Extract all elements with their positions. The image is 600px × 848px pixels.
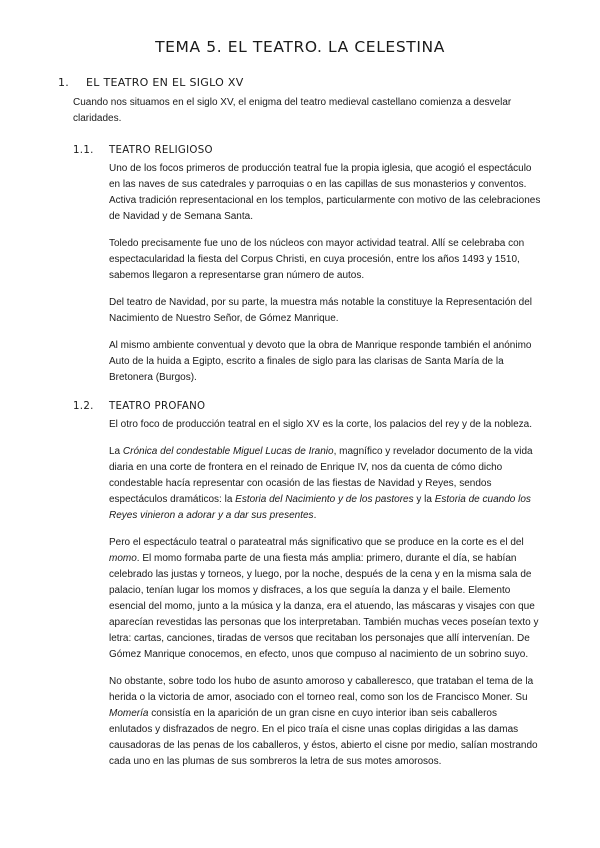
paragraph: La Crónica del condestable Miguel Lucas de Iranio, magnífico y revelador documento de la vida diaria en una corte de frontera en el reinado de Enrique IV, nos da cuenta de cómo dicho condestable hacía representar con ocasión de las fiestas de Navidad y Reyes, sendos espectáculos dramáticos: la Estoria del Nacimiento y de los pastores y la Estoria de cuando los Reyes vinieron a adorar y a dar sus presentes. <box>109 446 533 521</box>
book-title: Estoria de cuando los Reyes vinieron a adorar y a dar sus presentes <box>109 494 531 521</box>
subsection-number: 1.1. <box>73 145 94 156</box>
subsection-title: TEATRO RELIGIOSO <box>109 145 213 156</box>
book-title: Estoria del Nacimiento y de los pastores <box>235 494 414 505</box>
book-title: Momería <box>109 708 149 719</box>
paragraph: No obstante, sobre todo los hubo de asunto amoroso y caballeresco, que trataban el tema de la herida o la victoria de amor, asociado con el torneo real, como son los de Francisco Moner. Su Momería consistía en la aparición de un gran cisne en cuyo interior iban seis caballeros enlutados y disfrazados de negro. En el pico traía el cisne unas coplas dirigidas a las damas causadoras de las penas de los caballeros, y éstos, abierto el cisne por medio, salían mostrando cada uno en las plumas de sus sombreros la letra de sus motes amorosos. <box>109 676 538 767</box>
section-intro: Cuando nos situamos en el siglo XV, el enigma del teatro medieval castellano comienza a desvelar claridades. <box>73 97 512 124</box>
book-title: Crónica del condestable Miguel Lucas de Iranio <box>122 446 334 457</box>
paragraph: Toledo precisamente fue uno de los núcleos con mayor actividad teatral. Allí se celebraba con espectacularidad la fiesta del Corpus Christi, en cuya procesión, entre los años 1493 y 1510, sabemos llegaron a representarse gran número de autos. <box>109 238 525 281</box>
paragraph: Uno de los focos primeros de producción teatral fue la propia iglesia, que acogió el espectáculo en las naves de sus catedrales y parroquias o en las capillas de sus monasterios y conventos. Activa tradición representacional en los templos, particularmente con motivo de las celebraciones de Navidad y de Semana Santa. <box>109 163 541 222</box>
subsection-heading-religioso <box>73 145 600 156</box>
subsection-number: 1.2. <box>73 401 94 412</box>
term: momo <box>109 553 137 564</box>
document-title: TEMA 5. EL TEATRO. LA CELESTINA <box>155 38 445 56</box>
section-title: EL TEATRO EN EL SIGLO XV <box>86 76 244 89</box>
subsection-body-religioso <box>109 161 541 386</box>
paragraph: Del teatro de Navidad, por su parte, la muestra más notable la constituye la Representación del Nacimiento de Nuestro Señor, de Gómez Manrique. <box>109 297 533 324</box>
section-number: 1. <box>58 76 70 89</box>
paragraph: Al mismo ambiente conventual y devoto que la obra de Manrique responde también el anónimo Auto de la huida a Egipto, escrito a finales de siglo para las clarisas de Santa María de la Bretonera (Burgos). <box>109 340 532 383</box>
subsection-body-profano <box>109 417 541 770</box>
paragraph: El otro foco de producción teatral en el siglo XV es la corte, los palacios del rey y de la nobleza. <box>109 419 533 430</box>
paragraph: Pero el espectáculo teatral o parateatral más significativo que se produce en la corte es el del momo. El momo formaba parte de una fiesta más amplia: primero, durante el día, se habían celebrado las justas y torneos, y luego, por la noche, después de la cena y en la misma sala de palacio, tenían lugar los momos y disfraces, a los que seguía la danza y el baile. Elemento esencial del momo, junto a la música y la danza, era el atuendo, las máscaras y visajes con que aparecían revestidas las personas que los interpretaban. También muchas veces poseían texto y letra: cartas, canciones, tiradas de versos que recitaban los personajes que allí intervenían. De Gómez Manrique conocemos, en efecto, unos que compuso al nacimiento de un sobrino suyo. <box>109 537 539 660</box>
section-heading-1 <box>58 76 600 89</box>
subsection-title: TEATRO PROFANO <box>109 401 206 412</box>
subsection-heading-profano <box>73 401 600 412</box>
